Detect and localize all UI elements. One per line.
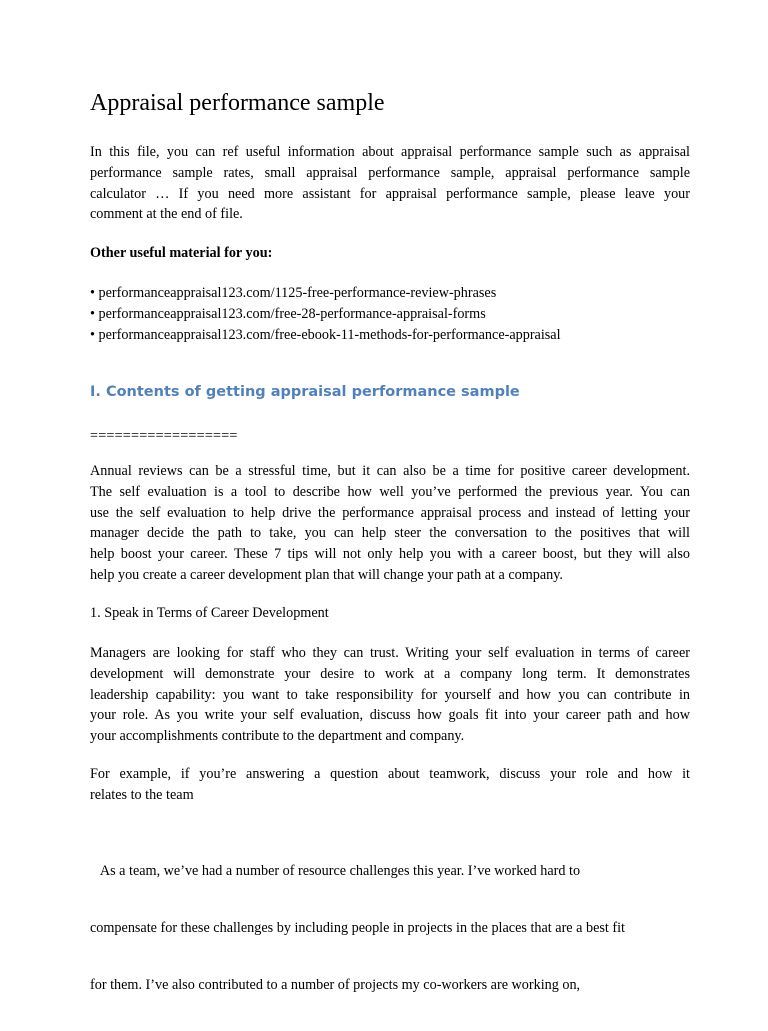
intro-line: performance sample rates, small appraisal performance sample, appraisal performance sample bbox=[90, 164, 690, 181]
link-item[interactable]: • performanceappraisal123.com/free-28-performance-appraisal-forms bbox=[90, 305, 486, 322]
paragraph-line: development will demonstrate your desire to work at a company long term. It demonstrates bbox=[90, 665, 690, 682]
paragraph-line: use the self evaluation to help drive the performance appraisal process and instead of letting your bbox=[90, 504, 690, 521]
paragraph-line: relates to the team bbox=[90, 786, 194, 803]
paragraph-line: help you create a career development plan that will change your path at a company. bbox=[90, 566, 563, 583]
document-title: Appraisal performance sample bbox=[90, 90, 385, 116]
paragraph-line: The self evaluation is a tool to describe how well you’ve performed the previous year. You can bbox=[90, 483, 690, 500]
paragraph-line: help boost your career. These 7 tips will not only help you with a career boost, but they will also bbox=[90, 546, 690, 563]
paragraph-line: leadership capability: you want to take responsibility for yourself and how you can contribute in bbox=[90, 686, 690, 703]
paragraph-line: your accomplishments contribute to the department and company. bbox=[90, 728, 465, 745]
paragraph-line: compensate for these challenges by including people in projects in the places that are a best fit bbox=[90, 919, 625, 936]
intro-line: comment at the end of file. bbox=[90, 206, 243, 223]
intro-line: In this file, you can ref useful information about appraisal performance sample such as appraisal bbox=[90, 144, 690, 160]
paragraph-managers bbox=[90, 643, 690, 747]
other-material-label: Other useful material for you: bbox=[90, 245, 273, 261]
paragraph-line: manager decide the path to take, you can help steer the conversation to the positives that will bbox=[90, 525, 690, 542]
paragraph-line: Managers are looking for staff who they can trust. Writing your self evaluation in terms of career bbox=[90, 645, 690, 661]
paragraph-line: For example, if you’re answering a question about teamwork, discuss your role and how it bbox=[90, 766, 690, 782]
paragraph-example bbox=[90, 764, 690, 806]
link-item[interactable]: • performanceappraisal123.com/free-ebook-11-methods-for-performance-appraisal bbox=[90, 326, 561, 343]
subheading-career-development: 1. Speak in Terms of Career Development bbox=[90, 605, 329, 621]
paragraph-line: for them. I’ve also contributed to a number of projects my co-workers are working on, bbox=[90, 976, 581, 993]
paragraph-team-quote bbox=[90, 825, 690, 1031]
paragraph-annual-reviews bbox=[90, 461, 690, 586]
link-list bbox=[90, 283, 690, 345]
intro-line: calculator … If you need more assistant for appraisal performance sample, please leave your bbox=[90, 185, 690, 202]
link-item[interactable]: • performanceappraisal123.com/1125-free-performance-review-phrases bbox=[90, 285, 497, 301]
document-page bbox=[90, 0, 690, 994]
intro-paragraph bbox=[90, 142, 690, 225]
section-heading: I. Contents of getting appraisal performance sample bbox=[90, 384, 520, 400]
paragraph-line: As a team, we’ve had a number of resource challenges this year. I’ve worked hard to bbox=[90, 863, 581, 879]
paragraph-line: Annual reviews can be a stressful time, but it can also be a time for positive career development. bbox=[90, 463, 690, 479]
paragraph-line: your role. As you write your self evaluation, discuss how goals fit into your career path and how bbox=[90, 707, 690, 724]
separator-line: ================== bbox=[90, 428, 238, 444]
